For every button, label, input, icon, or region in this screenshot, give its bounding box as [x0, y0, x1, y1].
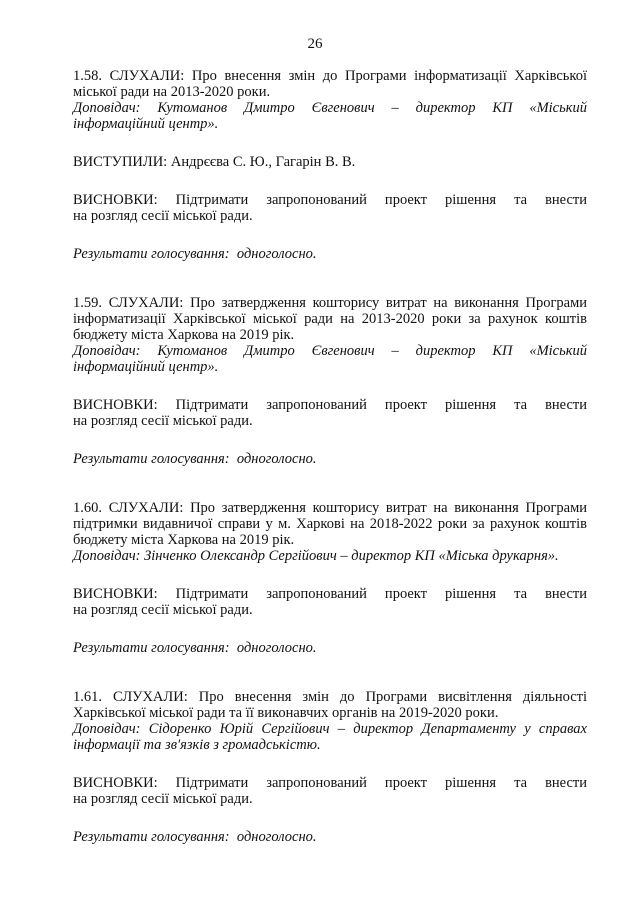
- heard-label: СЛУХАЛИ:: [113, 689, 188, 705]
- heard-line-1: [73, 68, 587, 84]
- heard-text: Про затвердження кошторису витрат на виконання Програми: [190, 500, 588, 516]
- vote-label: Результати голосування:: [73, 640, 230, 656]
- heard-line-2: Харківської міської ради та її виконавчих органів на 2019-2020 роки.: [73, 705, 499, 721]
- agenda-item-1-61: [73, 689, 587, 845]
- vote-value: одноголосно.: [236, 451, 317, 467]
- page-number: 26: [307, 36, 323, 52]
- heard-text: Про внесення змін до Програми висвітлення діяльності: [198, 689, 588, 705]
- conclusions-line-1: [73, 775, 587, 791]
- speaker-line-1: Доповідач: Сідоренко Юрій Сергійович – директор Департаменту у справах: [73, 721, 587, 737]
- minutes-body: [73, 68, 587, 845]
- spoke-label: ВИСТУПИЛИ:: [73, 154, 168, 170]
- conclusions-line-2: на розгляд сесії міської ради.: [73, 208, 253, 224]
- spoke-value: Андрєєва С. Ю., Гагарін В. В.: [170, 154, 356, 170]
- heard-line-1: [73, 500, 587, 516]
- speaker-line-2: інформаційний центр».: [73, 116, 219, 132]
- speaker-line-1: Доповідач: Кутоманов Дмитро Євгенович – директор КП «Міський: [73, 343, 587, 359]
- conclusions-line-2: на розгляд сесії міської ради.: [73, 791, 253, 807]
- conclusions-line-1: [73, 586, 587, 602]
- vote-value: одноголосно.: [236, 640, 317, 656]
- heard-label: СЛУХАЛИ:: [109, 68, 185, 84]
- heard-line-2: підтримки видавничої справи у м. Харкові на 2018-2022 роки за рахунок коштів: [73, 516, 587, 532]
- vote-line: [73, 829, 587, 845]
- heard-line-3: бюджету міста Харкова на 2019 рік.: [73, 327, 295, 343]
- heard-line-2: міської ради на 2013-2020 роки.: [73, 84, 271, 100]
- spoke-line: [73, 154, 587, 170]
- conclusions-label: ВИСНОВКИ:: [73, 775, 158, 791]
- conclusions-line-2: на розгляд сесії міської ради.: [73, 602, 253, 618]
- vote-line: [73, 640, 587, 656]
- heard-line-1: [73, 689, 587, 705]
- vote-line: [73, 451, 587, 467]
- heard-label: СЛУХАЛИ:: [108, 295, 184, 311]
- speaker-line-1: Доповідач: Кутоманов Дмитро Євгенович – директор КП «Міський: [73, 100, 587, 116]
- conclusions-text: Підтримати запропонований проект рішення та внести: [175, 397, 588, 413]
- conclusions-line-1: [73, 397, 587, 413]
- vote-label: Результати голосування:: [73, 829, 230, 845]
- heard-line-2: інформатизації Харківської міської ради на 2013-2020 роки за рахунок коштів: [73, 311, 587, 327]
- speaker-line-2: інформації та зв'язків з громадськістю.: [73, 737, 321, 753]
- vote-value: одноголосно.: [236, 246, 317, 262]
- heard-label: СЛУХАЛИ:: [108, 500, 184, 516]
- heard-text: Про внесення змін до Програми інформатизації Харківської: [191, 68, 588, 84]
- conclusions-label: ВИСНОВКИ:: [73, 397, 158, 413]
- heard-text: Про затвердження кошторису витрат на виконання Програми: [190, 295, 588, 311]
- conclusions-line-2: на розгляд сесії міської ради.: [73, 413, 253, 429]
- agenda-item-1-60: [73, 500, 587, 656]
- conclusions-text: Підтримати запропонований проект рішення та внести: [175, 586, 588, 602]
- item-number: 1.59.: [73, 295, 102, 311]
- vote-label: Результати голосування:: [73, 451, 230, 467]
- conclusions-line-1: [73, 192, 587, 208]
- vote-value: одноголосно.: [236, 829, 317, 845]
- conclusions-label: ВИСНОВКИ:: [73, 192, 158, 208]
- heard-line-3: бюджету міста Харкова на 2019 рік.: [73, 532, 295, 548]
- agenda-item-1-58: [73, 68, 587, 262]
- speaker-line-1: Доповідач: Зінченко Олександр Сергійович – директор КП «Міська друкарня».: [73, 548, 559, 564]
- item-number: 1.60.: [73, 500, 102, 516]
- item-number: 1.61.: [73, 689, 102, 705]
- conclusions-text: Підтримати запропонований проект рішення та внести: [175, 775, 588, 791]
- speaker-line-2: інформаційний центр».: [73, 359, 219, 375]
- conclusions-label: ВИСНОВКИ:: [73, 586, 158, 602]
- heard-line-1: [73, 295, 587, 311]
- conclusions-text: Підтримати запропонований проект рішення та внести: [175, 192, 588, 208]
- item-number: 1.58.: [73, 68, 102, 84]
- vote-label: Результати голосування:: [73, 246, 230, 262]
- vote-line: [73, 246, 587, 262]
- agenda-item-1-59: [73, 295, 587, 467]
